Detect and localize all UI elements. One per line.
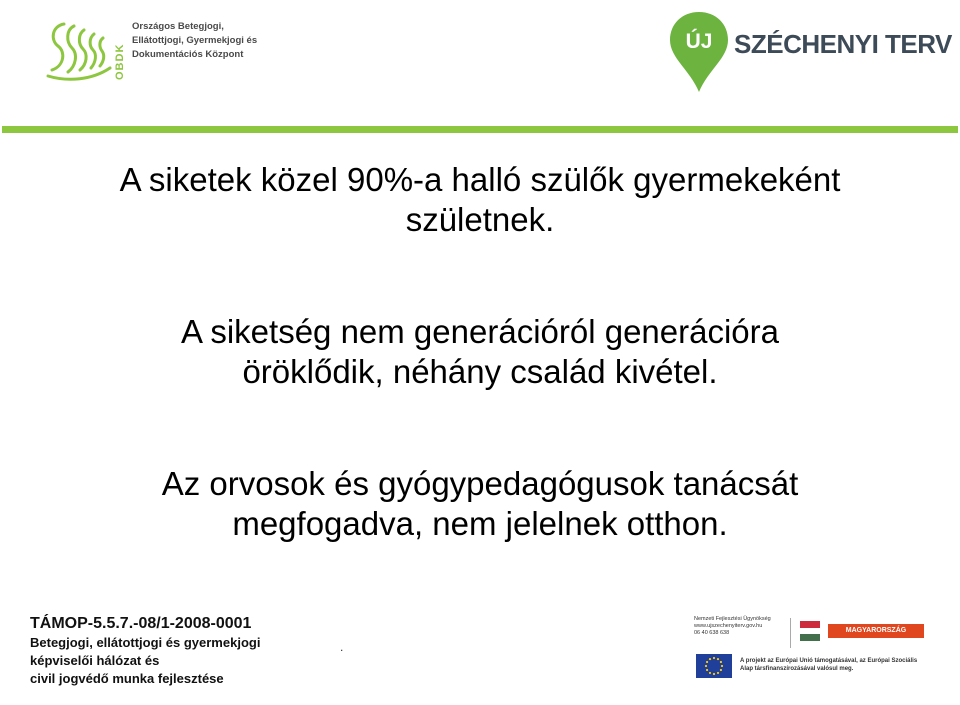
project-code: TÁMOP-5.5.7.-08/1-2008-0001 [30, 615, 252, 632]
location-pin-icon [668, 10, 730, 94]
eu-star [720, 661, 722, 663]
szechenyi-terv-text: SZÉCHENYI TERV [734, 29, 952, 59]
eu-star [717, 658, 719, 660]
nfu-line: 06 40 638 638 [694, 630, 730, 636]
eu-star [717, 672, 719, 674]
obdk-emblem-icon [44, 16, 122, 82]
pin-label: ÚJ [685, 30, 713, 53]
eu-star [720, 669, 722, 671]
header-divider [2, 126, 958, 133]
obdk-name-line: Dokumentációs Központ [132, 49, 244, 60]
paragraph-line: megfogadva, nem jelelnek otthon. [232, 505, 728, 542]
logo-separator [790, 618, 791, 648]
obdk-name-line: Országos Betegjogi, [132, 21, 224, 32]
eu-star [713, 657, 715, 659]
paragraph-2 [0, 312, 960, 392]
nfu-line: Nemzeti Fejlesztési Ügynökség [694, 616, 771, 622]
obdk-name-line: Ellátottjogi, Gyermekjogi és [132, 35, 258, 46]
magyarorszag-megujul-badge: MAGYARORSZÁG MEGÚJUL [828, 624, 924, 638]
paragraph-line: öröklődik, néhány család kivétel. [242, 353, 718, 390]
project-line: képviselői hálózat és [30, 653, 160, 668]
obdk-logo [44, 16, 274, 84]
eu-star [709, 658, 711, 660]
paragraph-line: A siketség nem generációról generációra [180, 313, 779, 350]
eu-star [721, 665, 723, 667]
eu-star [706, 669, 708, 671]
paragraph-line: Az orvosok és gyógypedagógusok tanácsát [161, 465, 799, 502]
paragraph-line: A siketek közel 90%-a halló szülők gyermekeként [119, 161, 841, 198]
obdk-full-name [132, 20, 292, 62]
funding-logos [684, 608, 934, 688]
eu-star [713, 673, 715, 675]
project-info [30, 614, 350, 688]
project-line: civil jogvédő munka fejlesztése [30, 671, 224, 686]
obdk-abbreviation: OBDK [114, 43, 126, 80]
eu-flag-icon [696, 654, 732, 678]
paragraph-1 [0, 160, 960, 240]
project-line: Betegjogi, ellátottjogi és gyermekjogi [30, 635, 261, 650]
eu-star [705, 665, 707, 667]
nfu-info [694, 616, 794, 637]
nfu-line: www.ujszechenyiterv.gov.hu [694, 623, 763, 629]
eu-star [709, 672, 711, 674]
eu-star [706, 661, 708, 663]
hungarian-flag-icon [800, 621, 820, 641]
paragraph-3 [0, 464, 960, 544]
paragraph-line: születnek. [405, 201, 555, 238]
eu-funding-text: A projekt az Európai Unió támogatásával, az Európai Szociális Alap társfinanszírozásával valósul meg. [740, 658, 918, 672]
footer-dot: . [340, 640, 344, 654]
szechenyi-terv-logo [668, 10, 952, 94]
